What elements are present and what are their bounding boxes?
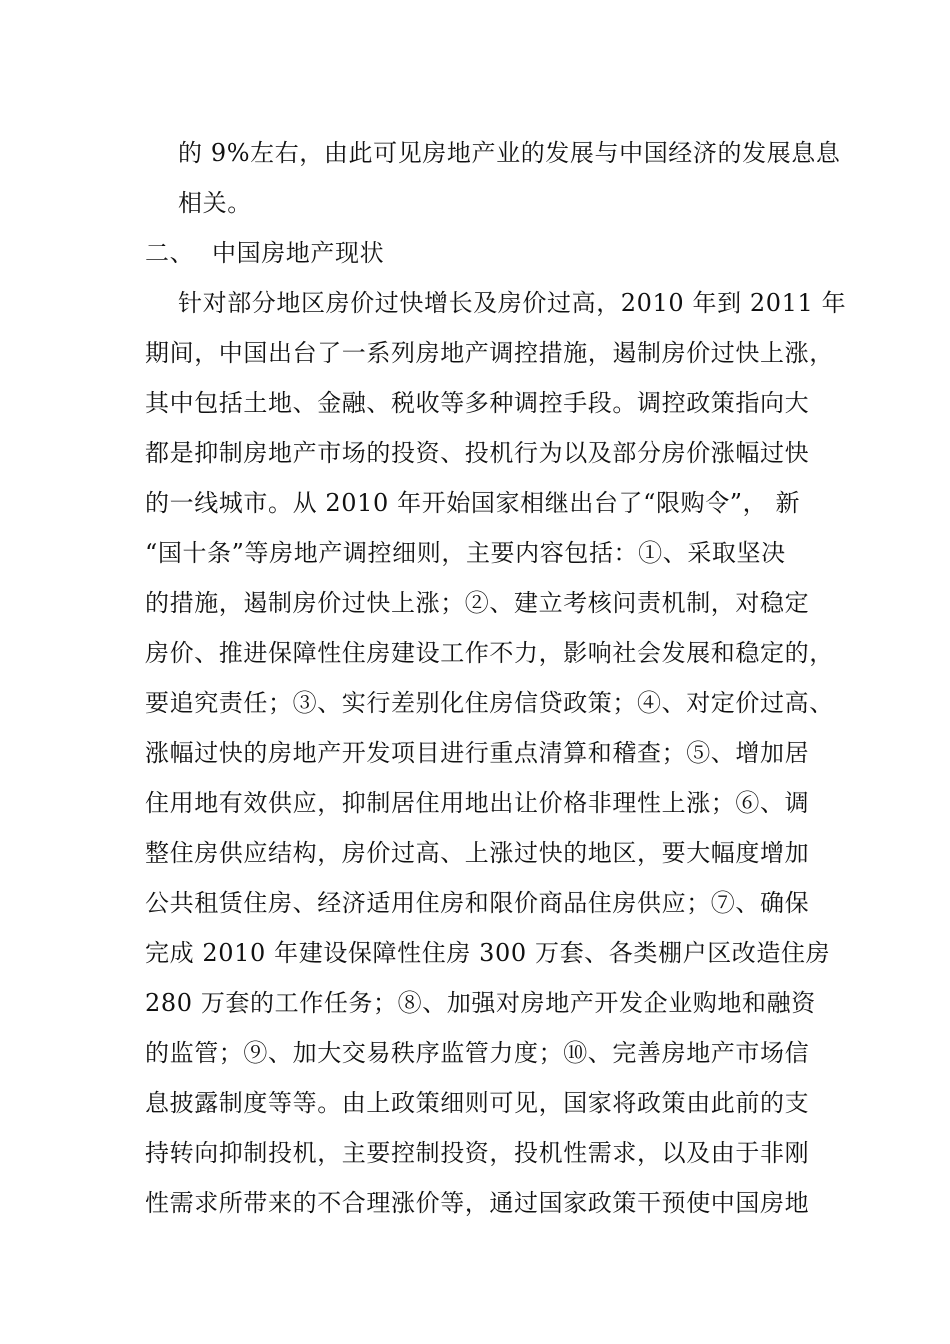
- paragraph-line-14: 完成 2010 年建设保障性住房 300 万套、各类棚户区改造住房: [145, 939, 831, 967]
- paragraph-line-19: 性需求所带来的不合理涨价等，通过国家政策干预使中国房地: [145, 1189, 810, 1217]
- paragraph-line-15: 280 万套的工作任务；⑧、加强对房地产开发企业购地和融资: [145, 989, 816, 1017]
- paragraph-line-11: 住用地有效供应，抑制居住用地出让价格非理性上涨；⑥、调: [145, 789, 810, 817]
- intro-line-2: 相关。: [178, 189, 252, 217]
- paragraph-line-16: 的监管；⑨、加大交易秩序监管力度；⑩、完善房地产市场信: [145, 1039, 810, 1067]
- section-title: 中国房地产现状: [212, 239, 385, 267]
- paragraph-line-18: 持转向抑制投机，主要控制投资，投机性需求，以及由于非刚: [145, 1139, 810, 1167]
- paragraph-line-5: 的一线城市。从 2010 年开始国家相继出台了“限购令”， 新: [145, 489, 801, 517]
- paragraph-line-3: 其中包括土地、金融、税收等多种调控手段。调控政策指向大: [145, 389, 810, 417]
- paragraph-line-17: 息披露制度等等。由上政策细则可见，国家将政策由此前的支: [145, 1089, 810, 1117]
- intro-line-1: 的 9%左右，由此可见房地产业的发展与中国经济的发展息息: [178, 139, 841, 167]
- paragraph-line-13: 公共租赁住房、经济适用住房和限价商品住房供应；⑦、确保: [145, 889, 810, 917]
- paragraph-line-9: 要追究责任；③、实行差别化住房信贷政策；④、对定价过高、: [145, 689, 834, 717]
- paragraph-line-6: “国十条”等房地产调控细则，主要内容包括：①、采取坚决: [145, 539, 786, 567]
- section-number: 二、: [145, 239, 195, 267]
- paragraph-line-2: 期间，中国出台了一系列房地产调控措施，遏制房价过快上涨，: [145, 339, 834, 367]
- paragraph-line-1: 针对部分地区房价过快增长及房价过高，2010 年到 2011 年: [178, 289, 847, 317]
- paragraph-line-10: 涨幅过快的房地产开发项目进行重点清算和稽查；⑤、增加居: [145, 739, 810, 767]
- paragraph-line-7: 的措施，遏制房价过快上涨；②、建立考核问责机制，对稳定: [145, 589, 810, 617]
- paragraph-line-4: 都是抑制房地产市场的投资、投机行为以及部分房价涨幅过快: [145, 439, 810, 467]
- paragraph-line-8: 房价、推进保障性住房建设工作不力，影响社会发展和稳定的，: [145, 639, 834, 667]
- paragraph-line-12: 整住房供应结构，房价过高、上涨过快的地区，要大幅度增加: [145, 839, 810, 867]
